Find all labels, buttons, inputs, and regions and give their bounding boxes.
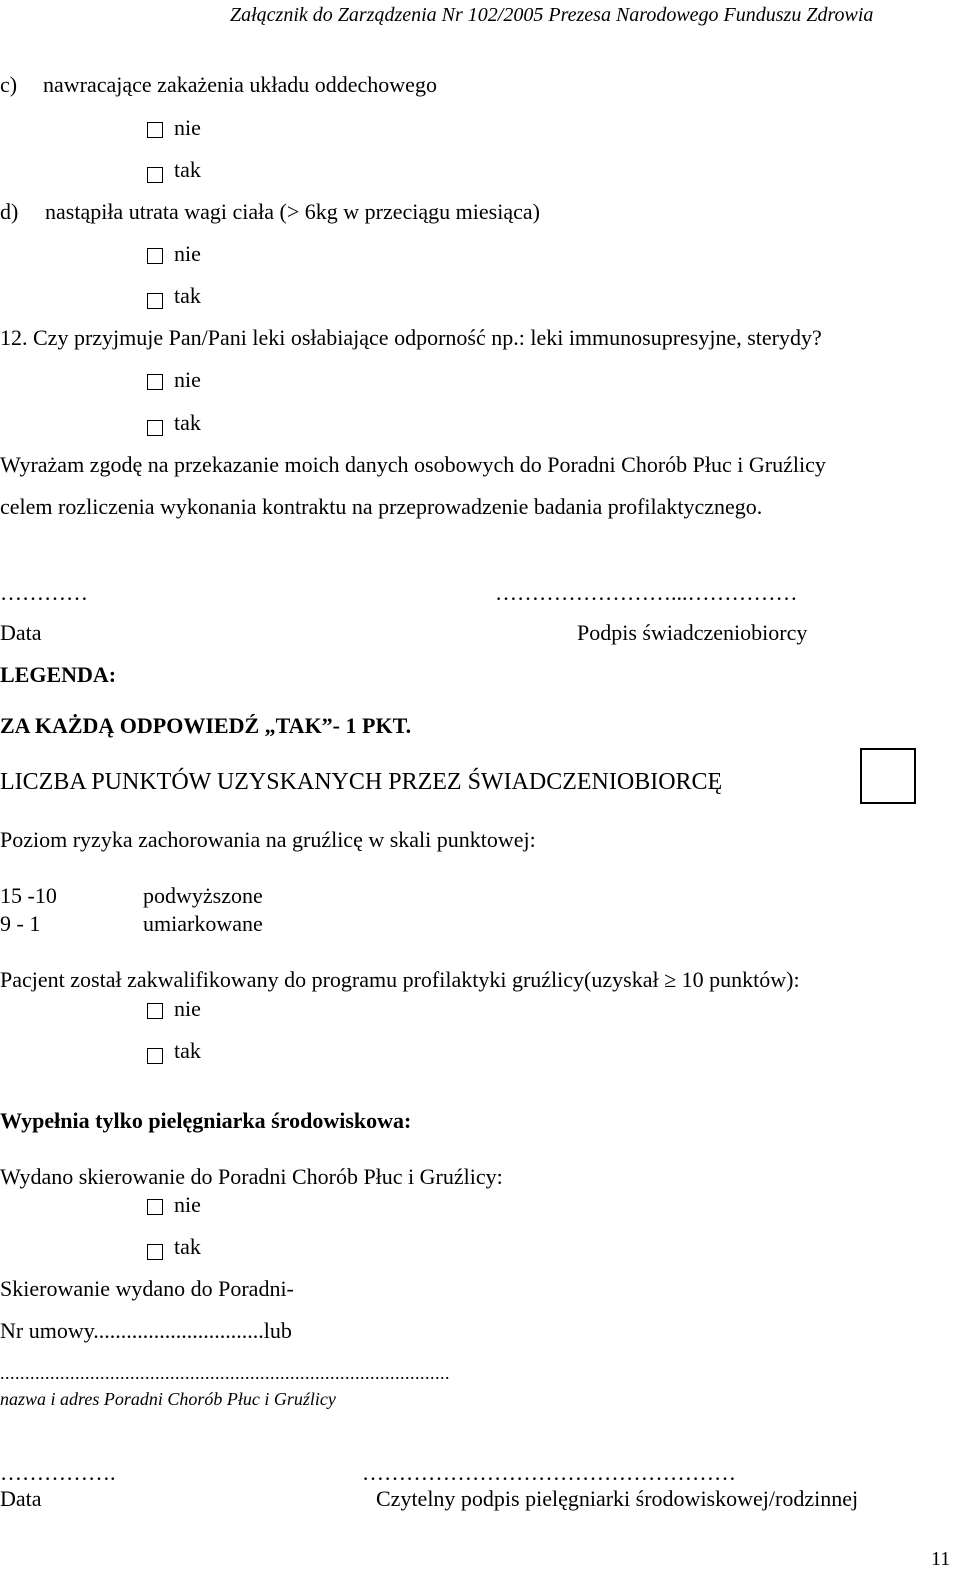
option-12-yes: tak (174, 410, 201, 435)
qualification-text: Pacjent został zakwalifikowany do programu profilaktyki gruźlicy(uzyskał ≥ 10 punktów): (0, 967, 800, 992)
legend-points-rule: ZA KAŻDĄ ODPOWIEDŹ „TAK”- 1 PKT. (0, 713, 412, 738)
question-d-marker: d) (0, 199, 19, 224)
checkbox-d-no[interactable] (147, 248, 163, 264)
scale-label-2: umiarkowane (143, 911, 263, 936)
checkbox-referral-yes[interactable] (147, 1244, 163, 1260)
question-c-text: nawracające zakażenia układu oddechowego (43, 72, 437, 97)
consent-line-1: Wyrażam zgodę na przekazanie moich danych osobowych do Poradni Chorób Płuc i Gruźlicy (0, 452, 826, 477)
signature-dots: ……………………...…………… (495, 580, 798, 605)
signature-label: Podpis świadczeniobiorcy (577, 620, 808, 645)
clinic-address-caption: nazwa i adres Poradni Chorób Płuc i Gruźlicy (0, 1389, 336, 1409)
question-12-text: 12. Czy przyjmuje Pan/Pani leki osłabiające odporność np.: leki immunosupresyjne, sterydy? (0, 325, 822, 350)
option-d-yes: tak (174, 283, 201, 308)
scale-range-1: 15 -10 (0, 883, 57, 908)
contract-number-field: Nr umowy...............................lub (0, 1318, 292, 1343)
option-qualified-no: nie (174, 996, 201, 1021)
page-number: 11 (931, 1548, 951, 1570)
risk-scale-heading: Poziom ryzyka zachorowania na gruźlicę w skali punktowej: (0, 827, 536, 852)
date-label-2: Data (0, 1486, 42, 1511)
question-d-text: nastąpiła utrata wagi ciała (> 6kg w przeciągu miesiąca) (45, 199, 540, 224)
checkbox-qualified-yes[interactable] (147, 1048, 163, 1064)
option-c-no: nie (174, 115, 201, 140)
option-12-no: nie (174, 367, 201, 392)
points-total-box[interactable] (860, 748, 916, 804)
date-label: Data (0, 620, 42, 645)
checkbox-qualified-no[interactable] (147, 1003, 163, 1019)
nurse-signature-label: Czytelny podpis pielęgniarki środowiskowej/rodzinnej (376, 1486, 859, 1511)
clinic-address-dots: .......................................................................................... (0, 1363, 450, 1383)
checkbox-c-no[interactable] (147, 122, 163, 138)
option-referral-yes: tak (174, 1234, 201, 1259)
checkbox-d-yes[interactable] (147, 293, 163, 309)
option-d-no: nie (174, 241, 201, 266)
nurse-section-heading: Wypełnia tylko pielęgniarka środowiskowa: (0, 1108, 412, 1133)
scale-range-2: 9 - 1 (0, 911, 41, 936)
referral-clinic-label: Skierowanie wydano do Poradni- (0, 1276, 294, 1301)
checkbox-12-no[interactable] (147, 374, 163, 390)
question-c-marker: c) (0, 72, 18, 97)
option-referral-no: nie (174, 1192, 201, 1217)
document-header: Załącznik do Zarządzenia Nr 102/2005 Prezesa Narodowego Funduszu Zdrowia (230, 4, 874, 26)
date-dots: ………… (0, 580, 88, 605)
legend-heading: LEGENDA: (0, 662, 117, 687)
date-dots-2: ……………. (0, 1460, 116, 1485)
nurse-signature-dots: …………………………………………… (362, 1460, 736, 1485)
checkbox-c-yes[interactable] (147, 167, 163, 183)
checkbox-referral-no[interactable] (147, 1199, 163, 1215)
checkbox-12-yes[interactable] (147, 420, 163, 436)
points-total-label: LICZBA PUNKTÓW UZYSKANYCH PRZEZ ŚWIADCZENIOBIORCĘ (0, 769, 723, 795)
option-qualified-yes: tak (174, 1038, 201, 1063)
option-c-yes: tak (174, 157, 201, 182)
consent-line-2: celem rozliczenia wykonania kontraktu na przeprowadzenie badania profilaktycznego. (0, 494, 763, 519)
referral-question: Wydano skierowanie do Poradni Chorób Płuc i Gruźlicy: (0, 1164, 503, 1189)
scale-label-1: podwyższone (143, 883, 263, 908)
